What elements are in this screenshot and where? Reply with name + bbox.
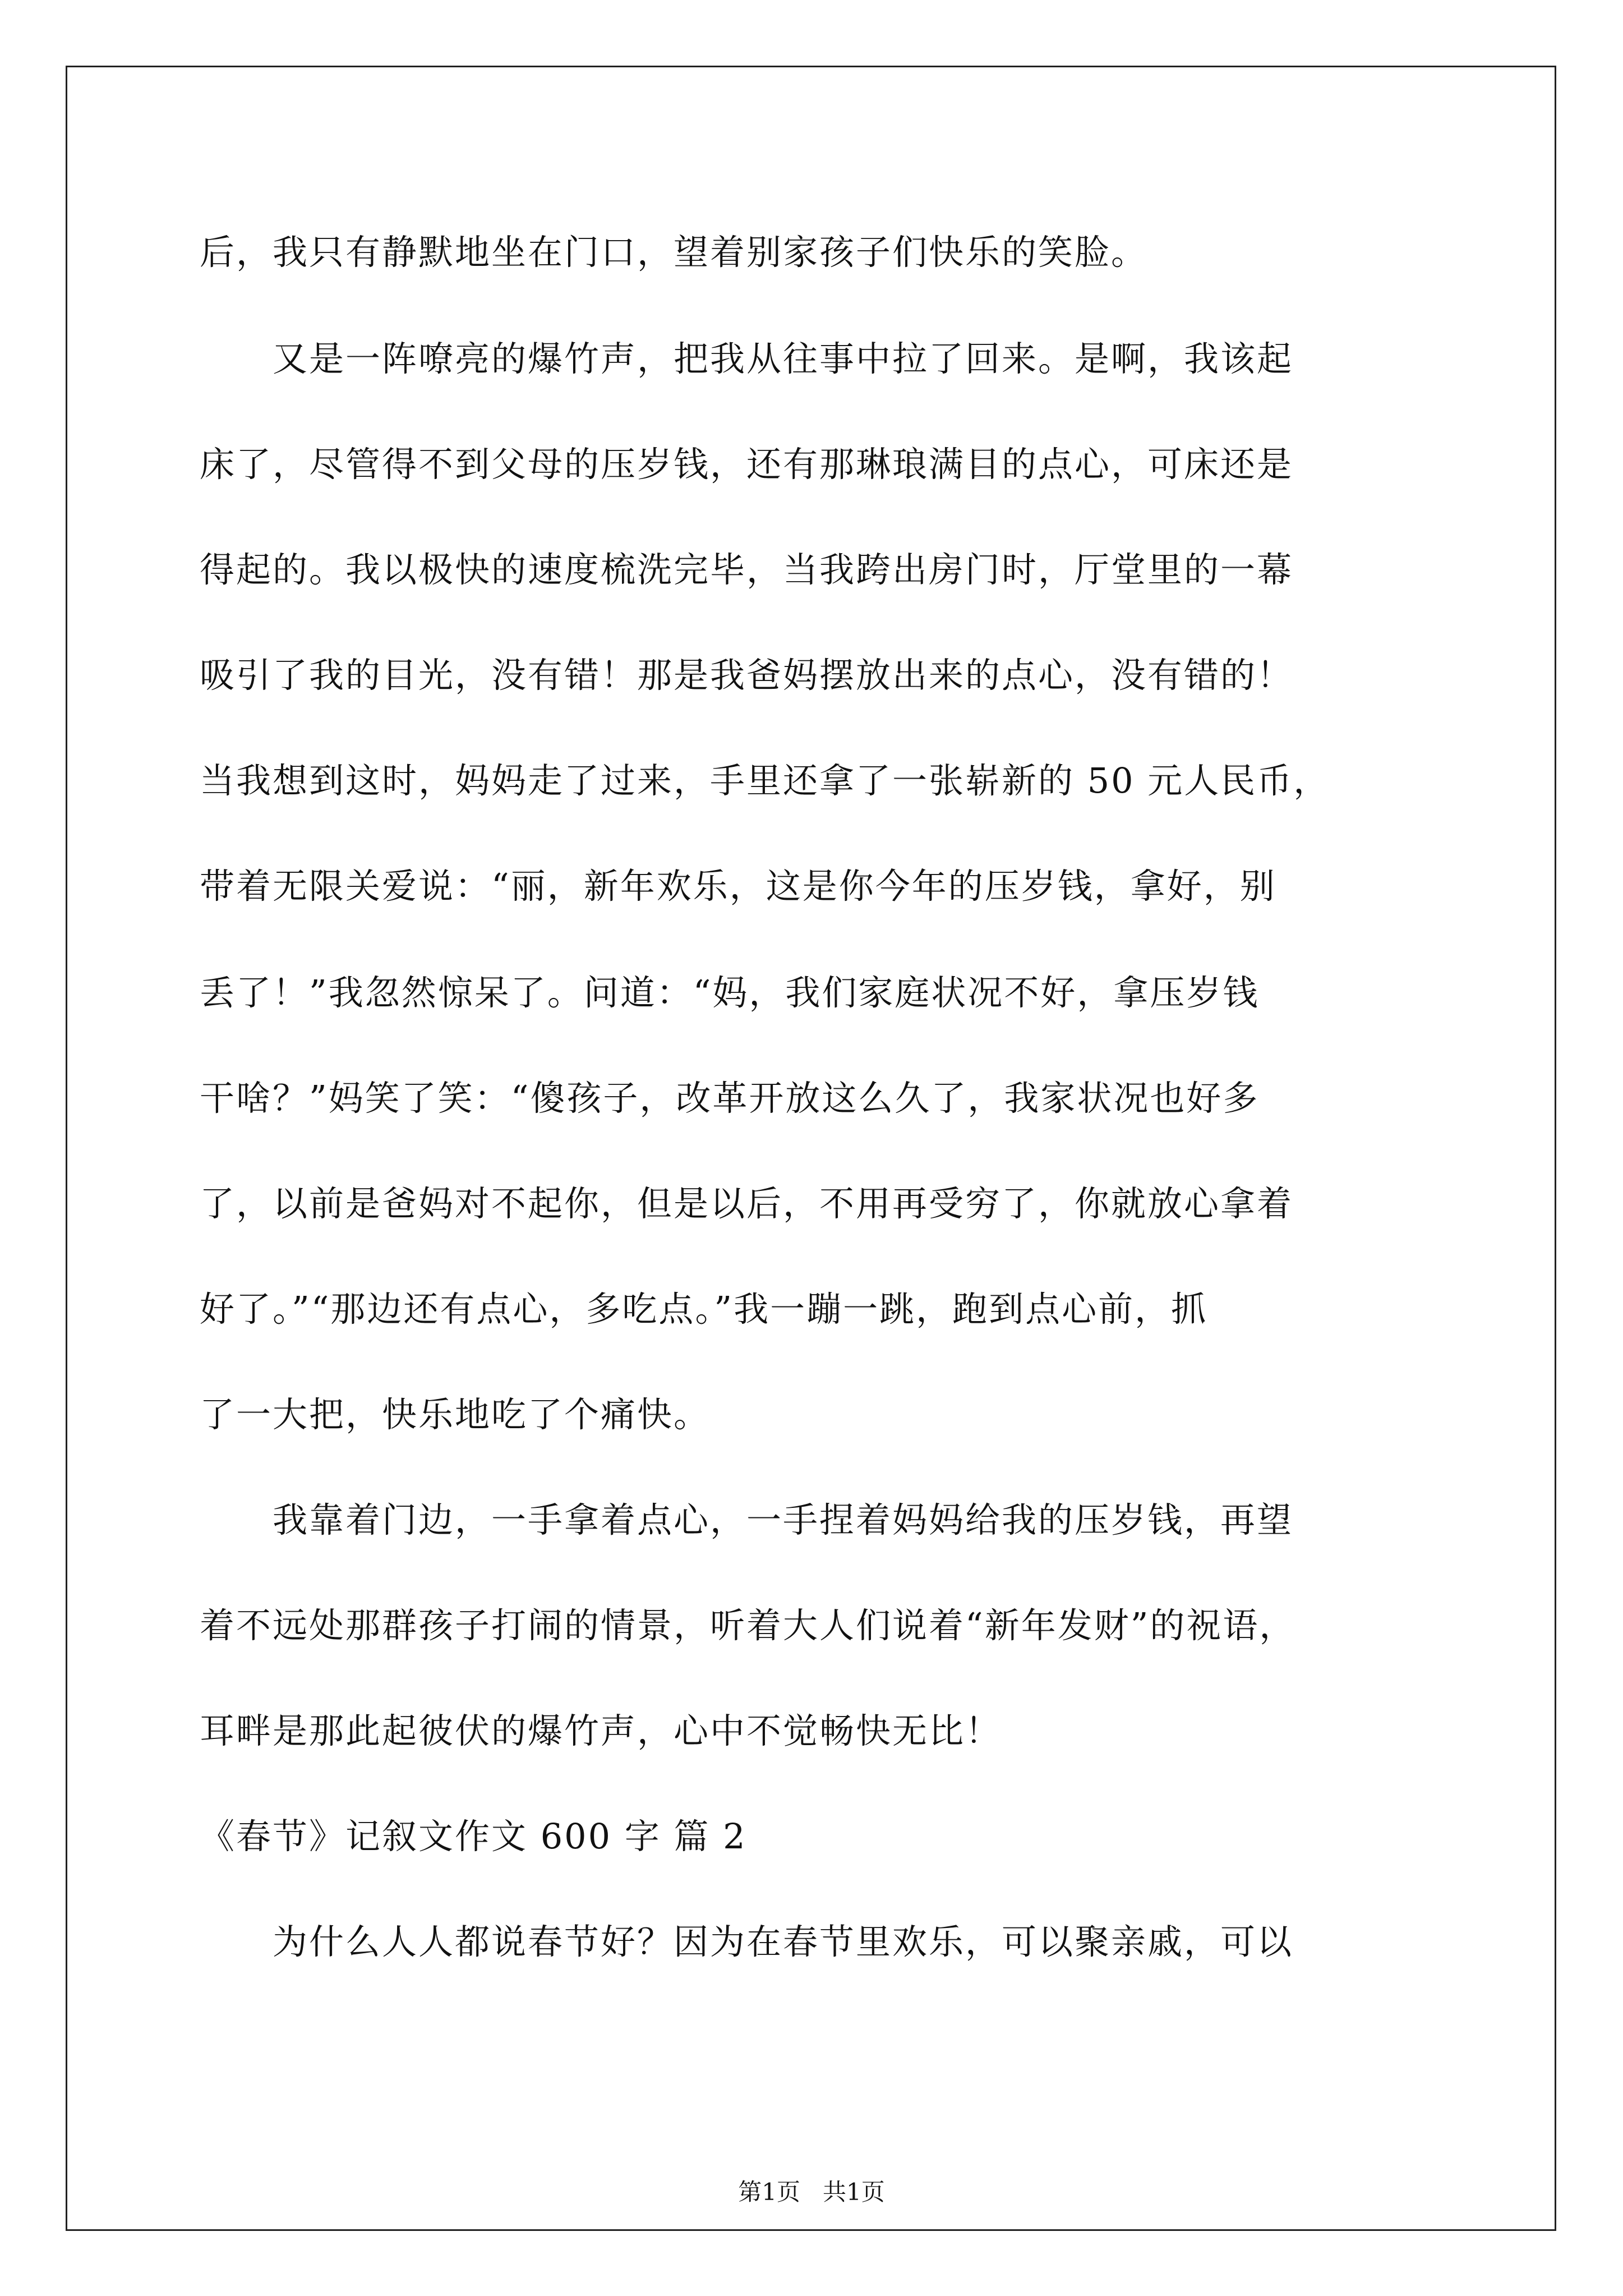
body-line-1: 后，我只有静默地坐在门口，望着别家孩子们快乐的笑脸。 [200,232,1148,273]
body-line-13: 我靠着门边，一手拿着点心，一手捏着妈妈给我的压岁钱，再望 [200,1499,1294,1540]
body-line-3: 床了，尽管得不到父母的压岁钱，还有那琳琅满目的点心，可床还是 [200,444,1294,485]
body-line-4: 得起的。我以极快的速度梳洗完毕，当我跨出房门时，厅堂里的一幕 [200,549,1294,590]
body-line-6: 当我想到这时，妈妈走了过来，手里还拿了一张崭新的 50 元人民币， [200,760,1330,801]
body-line-8: 丢了！”我忽然惊呆了。问道：“妈，我们家庭状况不好，拿压岁钱 [200,972,1260,1013]
body-line-9: 干啥？”妈笑了笑：“傻孩子，改革开放这么久了，我家状况也好多 [200,1078,1260,1119]
body-line-7: 带着无限关爱说：“丽，新年欢乐，这是你今年的压岁钱，拿好，别 [200,866,1276,907]
section-heading: 《春节》记叙文作文 600 字 篇 2 [200,1816,747,1857]
body-line-5: 吸引了我的目光，没有错！那是我爸妈摆放出来的点心，没有错的！ [200,655,1294,696]
body-line-12: 了一大把，快乐地吃了个痛快。 [200,1394,711,1435]
page-border [66,66,1556,2231]
page-footer: 第1页 共1页 [738,2178,885,2206]
body-line-17: 为什么人人都说春节好？因为在春节里欢乐，可以聚亲戚，可以 [200,1921,1294,1962]
body-line-14: 着不远处那群孩子打闹的情景，听着大人们说着“新年发财”的祝语， [200,1605,1296,1646]
body-line-11: 好了。”“那边还有点心，多吃点。”我一蹦一跳，跑到点心前，抓 [200,1289,1208,1329]
body-line-2: 又是一阵嘹亮的爆竹声，把我从往事中拉了回来。是啊，我该起 [200,338,1294,379]
body-line-15: 耳畔是那此起彼伏的爆竹声，心中不觉畅快无比！ [200,1710,1002,1751]
body-line-10: 了，以前是爸妈对不起你，但是以后，不用再受穷了，你就放心拿着 [200,1183,1294,1224]
